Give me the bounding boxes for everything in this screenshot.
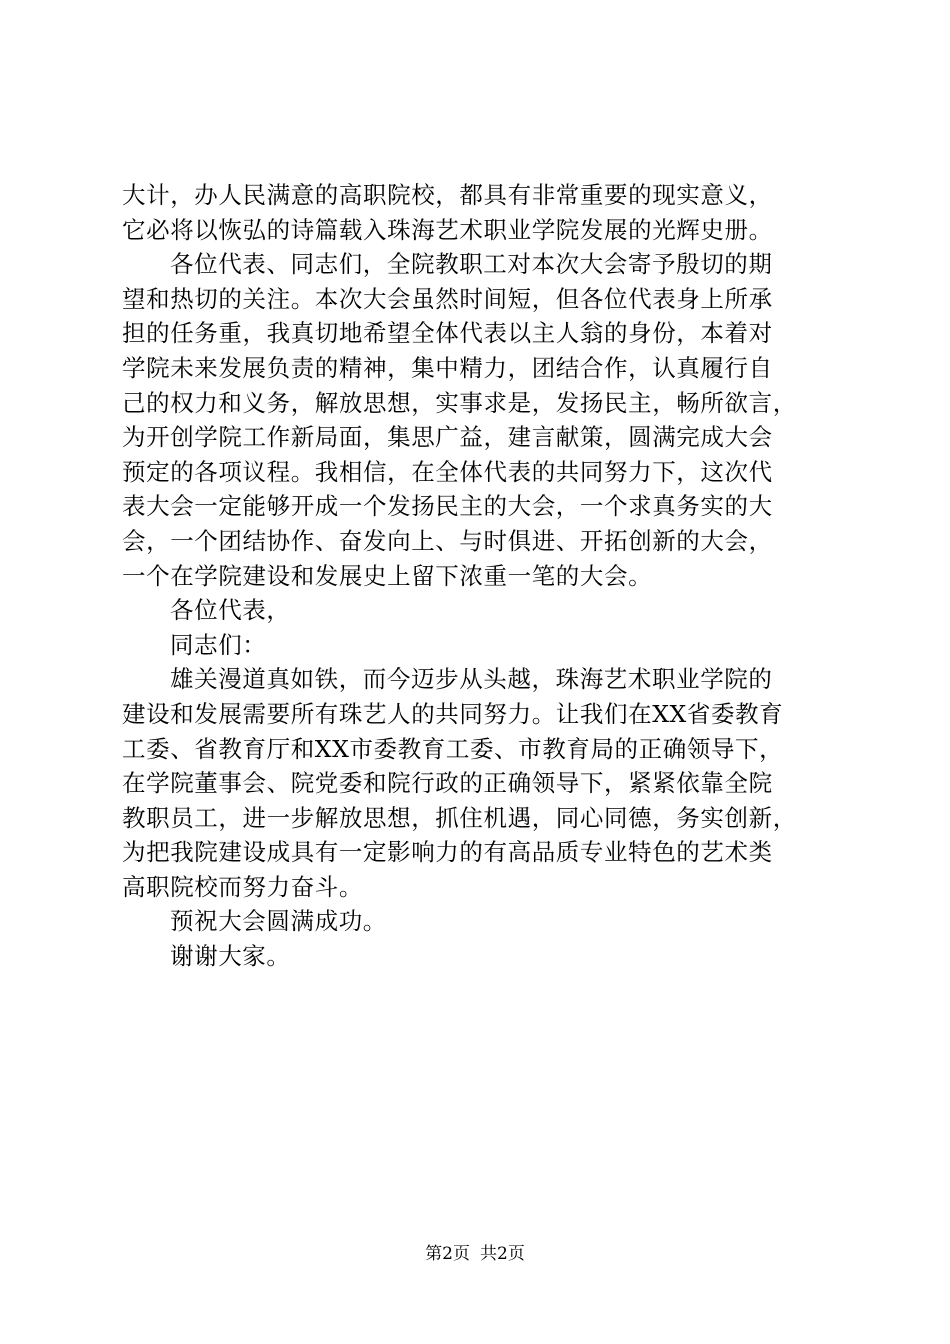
- text-line: 各位代表，: [170, 596, 291, 625]
- text-line: 工委、省教育厅和XX市委教育工委、市教育局的正确领导下，: [122, 734, 784, 763]
- text-line: 为把我院建设成具有一定影响力的有高品质专业特色的艺术类: [122, 838, 773, 867]
- text-line: 在学院董事会、院党委和院行政的正确领导下，紧紧依靠全院: [122, 769, 773, 798]
- text-line: 一个在学院建设和发展史上留下浓重一笔的大会。: [122, 561, 653, 590]
- text-line: 学院未来发展负责的精神，集中精力，团结合作，认真履行自: [122, 353, 773, 382]
- text-line: 各位代表、同志们，全院教职工对本次大会寄予殷切的期: [170, 250, 773, 279]
- text-line: 雄关漫道真如铁，而今迈步从头越，珠海艺术职业学院的: [170, 665, 773, 694]
- text-line: 己的权力和义务，解放思想，实事求是，发扬民主，畅所欲言，: [122, 388, 797, 417]
- text-line: 望和热切的关注。本次大会虽然时间短，但各位代表身上所承: [122, 284, 773, 313]
- text-line: 预定的各项议程。我相信，在全体代表的共同努力下，这次代: [122, 457, 773, 486]
- text-line: 教职员工，进一步解放思想，抓住机遇，同心同德，务实创新，: [122, 803, 797, 832]
- text-line: 它必将以恢弘的诗篇载入珠海艺术职业学院发展的光辉史册。: [122, 215, 773, 244]
- text-line: 担的任务重，我真切地希望全体代表以主人翁的身份，本着对: [122, 319, 773, 348]
- page-number: 第2页: [425, 1244, 470, 1264]
- text-line: 会，一个团结协作、奋发向上、与时俱进、开拓创新的大会，: [122, 526, 773, 555]
- document-body: [122, 178, 838, 974]
- text-line: 预祝大会圆满成功。: [170, 907, 387, 936]
- text-line: 为开创学院工作新局面，集思广益，建言献策，圆满完成大会: [122, 423, 773, 452]
- text-line: 建设和发展需要所有珠艺人的共同努力。让我们在XX省委教育: [122, 699, 784, 728]
- text-line: 同志们：: [170, 630, 267, 659]
- page-footer: [0, 1242, 950, 1266]
- page-total: 共2页: [480, 1244, 525, 1264]
- text-line: 高职院校而努力奋斗。: [122, 872, 363, 901]
- text-line: 谢谢大家。: [170, 942, 291, 971]
- text-line: 表大会一定能够开成一个发扬民主的大会，一个求真务实的大: [122, 492, 773, 521]
- text-line: 大计，办人民满意的高职院校，都具有非常重要的现实意义，: [122, 181, 773, 209]
